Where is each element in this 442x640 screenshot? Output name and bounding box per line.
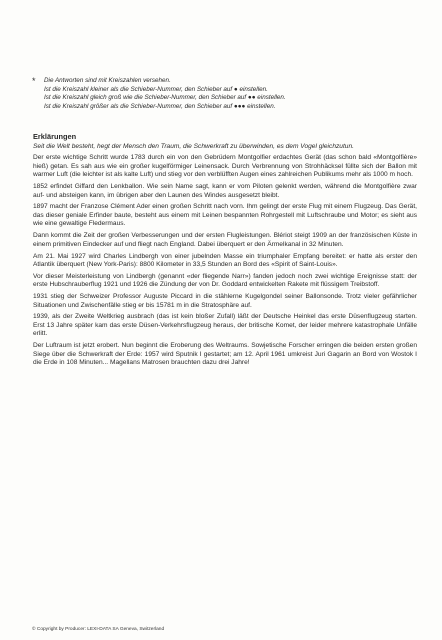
paragraph: 1897 macht der Franzose Clément Ader einen großen Schritt nach vorn. Ihm gelingt der erste Flug mit einem Flugzeug. Das Gerät, das dieser geniale Erfinder baute, besteht aus einem mit Leinen bespannten Rohrgestell mit Luftschraube und Motor; es sieht aus wie eine gewaltige Fledermaus. bbox=[33, 203, 417, 228]
copyright-notice: © Copyright by Producer: LEXI-DATA SA Geneva, Switzerland bbox=[32, 627, 165, 632]
paragraph: 1931 stieg der Schweizer Professor Auguste Piccard in die stählerne Kugelgondel seiner Ballonsonde. Trotz vieler gefährlicher Situationen und Zwischenfälle stieg er bis 15781 m in die Stratosphäre auf. bbox=[33, 293, 417, 309]
paragraph: Der erste wichtige Schritt wurde 1783 durch ein von den Gebrüdern Montgolfier erdachtes Gerät (das schon bald «Montgolfière» hieß) getan. Es sah aus wie ein großer kugelförmiger Leinensack. Durch Verbrennung von Strohhäcksel füllte sich der Ballon mit warmer Luft (die leichter ist als kalte Luft) und stieg vor den verblüfften Augen eines zahlreichen Publikums mehr als 1000 m hoch. bbox=[33, 154, 417, 179]
paragraph: Am 21. Mai 1927 wird Charles Lindbergh von einer jubelnden Masse ein triumphaler Empfang bereitet: er hatte als erster den Atlantik überquert (New York-Paris): 8800 Kilometer in 33,5 Stunden an Bord des «Spirit of Saint-Louis». bbox=[33, 252, 417, 269]
paragraph: Der Luftraum ist jetzt erobert. Nun beginnt die Eroberung des Weltraums. Sowjetische Forscher erringen die beiden ersten großen Siege über die Schwerkraft der Erde: 1957 wird Sputnik I gestartet; am 12. April 1961 umkreist Juri Gagarin an Bord von Wostok I die Erde in 108 Minuten... Magellans Matrosen brauchten dazu drei Jahre! bbox=[33, 342, 417, 367]
answer-instructions bbox=[32, 77, 417, 111]
instruction-line: Die Antworten sind mit Kreiszahlen versehen. bbox=[44, 77, 171, 84]
paragraph: 1852 erfindet Giffard den Lenkballon. Wie sein Name sagt, kann er vom Piloten gelenkt werden, während die Montgolfière zwar auf- und absteigen kann, im übrigen aber den Launen des Windes ausgesetzt bleibt. bbox=[33, 183, 417, 199]
instruction-line: Ist die Kreiszahl größer als die Schieber-Nummer, den Schieber auf ●●● einstellen. bbox=[44, 102, 276, 110]
paragraph: Vor dieser Meisterleistung von Lindbergh (genannt «der fliegende Narr») fanden jedoch noch zwei wichtige Ereignisse statt: der erste Hubschrauberflug 1921 und 1926 die Zündung der von Dr. Goddard entwickelten Rakete mit flüssigem Treibstoff. bbox=[33, 272, 417, 289]
instruction-line: Ist die Kreiszahl kleiner als die Schieber-Nummer, den Schieber auf ● einstellen. bbox=[44, 85, 268, 93]
section-heading: Erklärungen bbox=[33, 132, 77, 141]
intro-paragraph: Seit die Welt besteht, hegt der Mensch den Traum, die Schwerkraft zu überwinden, es dem Vogel gleichzutun. bbox=[33, 142, 354, 150]
paragraph: Dann kommt die Zeit der großen Verbesserungen und der ersten Flugleistungen. Blériot steigt 1909 an der französischen Küste in einem primitiven Eindecker auf und fliegt nach England. Dabei überquert er den Ärmelkanal in 32 Minuten. bbox=[33, 232, 417, 248]
paragraph: 1939, als der Zweite Weltkrieg ausbrach (das ist kein bloßer Zufall) läßt der Deutsche Heinkel das erste Düsenflugzeug starten. Erst 13 Jahre später kam das erste Düsen-Verkehrsflugzeug heraus, der britische Komet, der leider mehrere katastrophale Unfälle erlitt. bbox=[33, 313, 417, 338]
asterisk-marker: * bbox=[32, 76, 36, 86]
instruction-line: Ist die Kreiszahl gleich groß wie die Schieber-Nummer, den Schieber auf ●● einstellen. bbox=[44, 94, 286, 102]
explanations-section bbox=[33, 133, 417, 371]
